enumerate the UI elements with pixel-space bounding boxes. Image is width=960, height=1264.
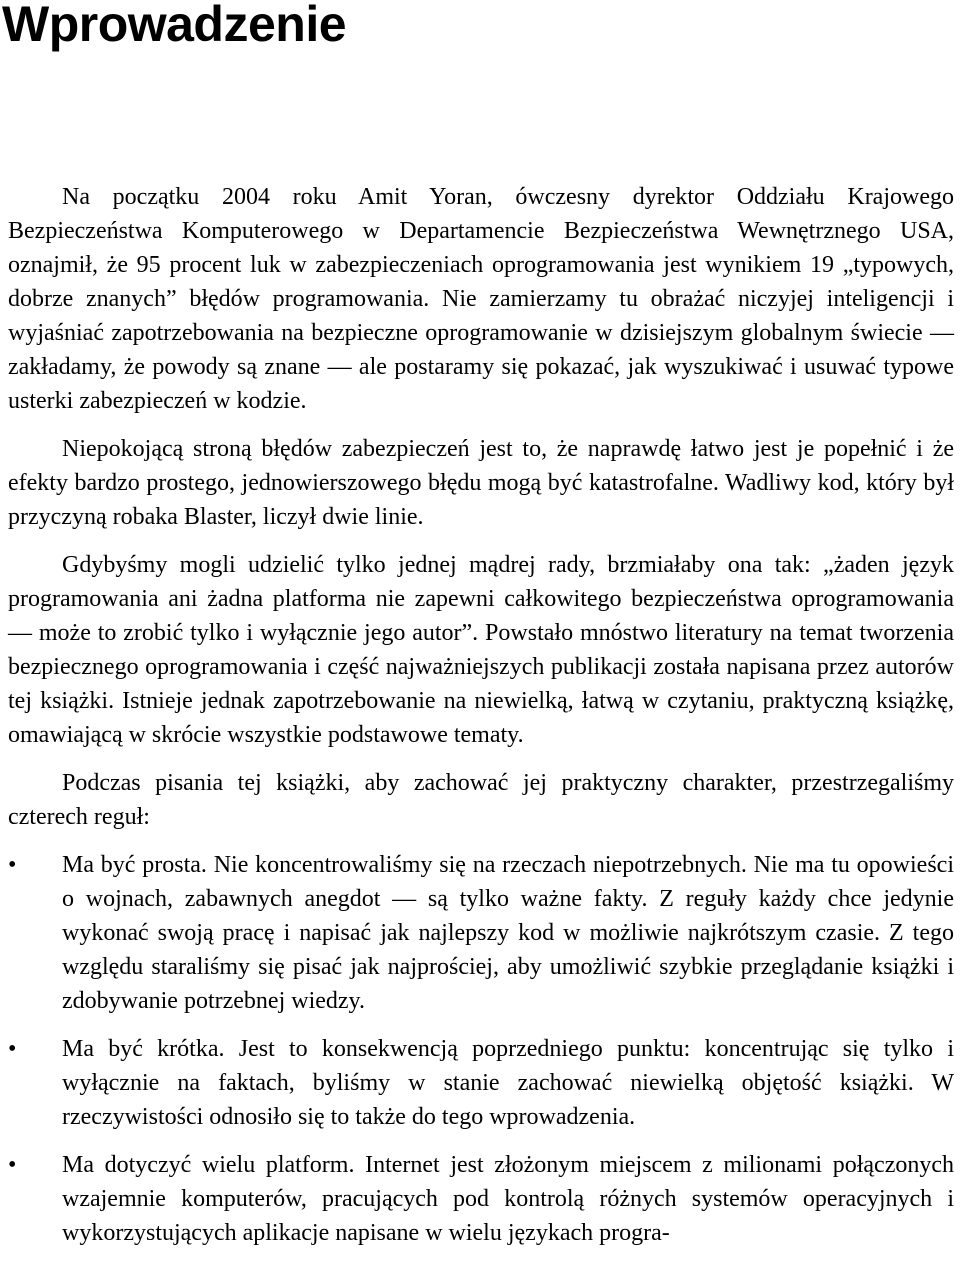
rule-text: Ma dotyczyć wielu platform. Internet jest złożonym miejscem z milionami połączonych wzajemnie komputerów, pracujących pod kontrolą różnych systemów operacyjnych i wykorzystujących aplikacje napisane w wielu językach progra- (62, 1152, 954, 1246)
rule-text: Ma być krótka. Jest to konsekwencją poprzedniego punktu: koncentrując się tylko i wyłącznie na faktach, byliśmy w stanie zachować niewielką objętość książki. W rzeczywistości odnosiło się to także do tego wprowadzenia. (62, 1036, 954, 1130)
list-item (8, 1148, 954, 1250)
bullet-icon: • (8, 1036, 17, 1062)
list-item (8, 848, 954, 1018)
paragraph-rules-intro: Podczas pisania tej książki, aby zachować jej praktyczny charakter, przestrzegaliśmy czterech reguł: (8, 770, 954, 830)
rule-text: Ma być prosta. Nie koncentrowaliśmy się na rzeczach niepotrzebnych. Nie ma tu opowieści o wojnach, zabawnych anegdot — są tylko ważne fakty. Z reguły każdy chce jedynie wykonać swoją pracę i napisać jak najlepszy kod w możliwie najkrótszym czasie. Z tego względu staraliśmy się pisać jak najprościej, aby umożliwić szybkie przeglądanie książki i zdobywanie potrzebnej wiedzy. (62, 852, 954, 1014)
chapter-title: Wprowadzenie (2, 0, 347, 52)
rules-list (8, 848, 954, 1250)
document-page (2, 0, 954, 1246)
paragraph-errors: Niepokojącą stroną błędów zabezpieczeń jest to, że naprawdę łatwo jest je popełnić i że efekty bardzo prostego, jednowierszowego błędu mogą być katastrofalne. Wadliwy kod, który był przyczyną robaka Blaster, liczył dwie linie. (8, 436, 954, 530)
bullet-icon: • (8, 852, 17, 878)
paragraph-advice: Gdybyśmy mogli udzielić tylko jednej mądrej rady, brzmiałaby ona tak: „żaden język programowania ani żadna platforma nie zapewni całkowitego bezpieczeństwa oprogramowania — może to zrobić tylko i wyłącznie jego autor”. Powstało mnóstwo literatury na temat tworzenia bezpiecznego oprogramowania i część najważniejszych publikacji została napisana przez autorów tej książki. Istnieje jednak zapotrzebowanie na niewielką, łatwą w czytaniu, praktyczną książkę, omawiającą w skrócie wszystkie podstawowe tematy. (8, 552, 954, 748)
list-item (8, 1032, 954, 1134)
body-text (8, 180, 954, 1264)
bullet-icon: • (8, 1152, 17, 1178)
paragraph-intro: Na początku 2004 roku Amit Yoran, ówczesny dyrektor Oddziału Krajowego Bezpieczeństwa Komputerowego w Departamencie Bezpieczeństwa Wewnętrznego USA, oznajmił, że 95 procent luk w zabezpieczeniach oprogramowania jest wynikiem 19 „typowych, dobrze znanych” błędów programowania. Nie zamierzamy tu obrażać niczyjej inteligencji i wyjaśniać zapotrzebowania na bezpieczne oprogramowanie w dzisiejszym globalnym świecie — zakładamy, że powody są znane — ale postaramy się pokazać, jak wyszukiwać i usuwać typowe usterki zabezpieczeń w kodzie. (8, 184, 954, 414)
